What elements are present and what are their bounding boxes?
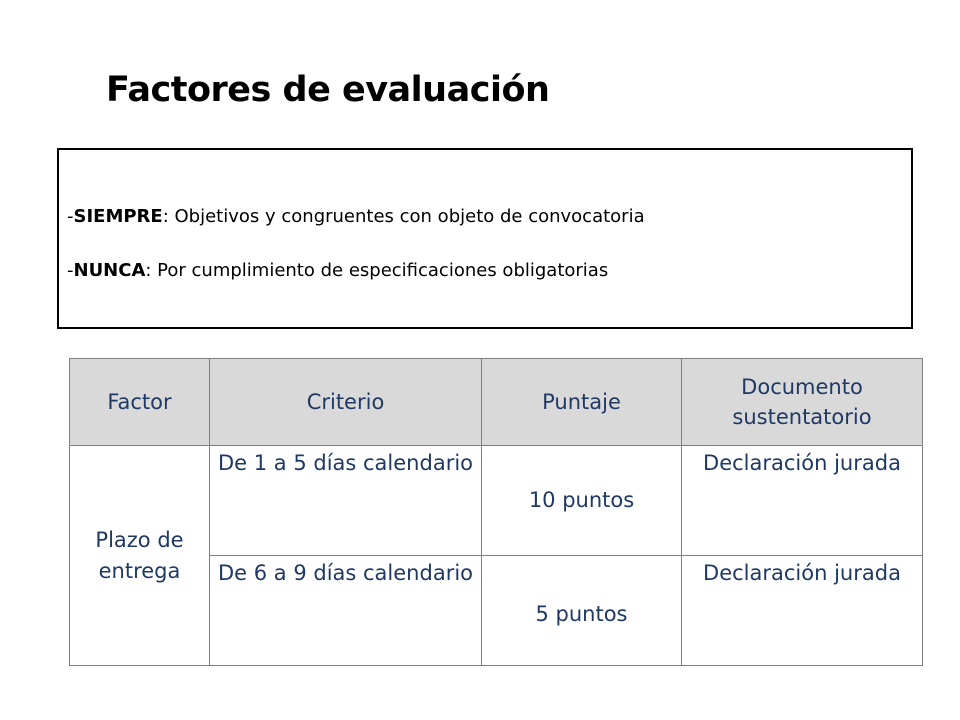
header-documento: Documento sustentatorio xyxy=(682,359,923,446)
factor-cell: Plazo de entrega xyxy=(70,446,210,666)
criterio-cell: De 1 a 5 días calendario xyxy=(210,446,482,556)
documento-cell: Declaración jurada xyxy=(682,446,923,556)
rule-text: : Por cumplimiento de especificaciones obligatorias xyxy=(145,260,609,281)
rule-siempre xyxy=(67,206,645,227)
documento-cell: Declaración jurada xyxy=(682,556,923,666)
header-puntaje: Puntaje xyxy=(482,359,682,446)
rule-dash: - xyxy=(67,206,74,227)
rules-box xyxy=(57,148,913,329)
criterio-cell: De 6 a 9 días calendario xyxy=(210,556,482,666)
puntaje-cell: 10 puntos xyxy=(482,446,682,556)
page-title: Factores de evaluación xyxy=(106,70,550,110)
header-criterio: Criterio xyxy=(210,359,482,446)
table-row xyxy=(70,446,923,556)
rule-dash: - xyxy=(67,260,74,281)
rule-nunca xyxy=(67,260,608,281)
table-header-row xyxy=(70,359,923,446)
rule-keyword: NUNCA xyxy=(73,260,146,281)
rule-keyword: SIEMPRE xyxy=(73,206,163,227)
evaluation-factors-table xyxy=(69,358,923,666)
header-factor: Factor xyxy=(70,359,210,446)
puntaje-cell: 5 puntos xyxy=(482,556,682,666)
rule-text: : Objetivos y congruentes con objeto de convocatoria xyxy=(162,206,645,227)
